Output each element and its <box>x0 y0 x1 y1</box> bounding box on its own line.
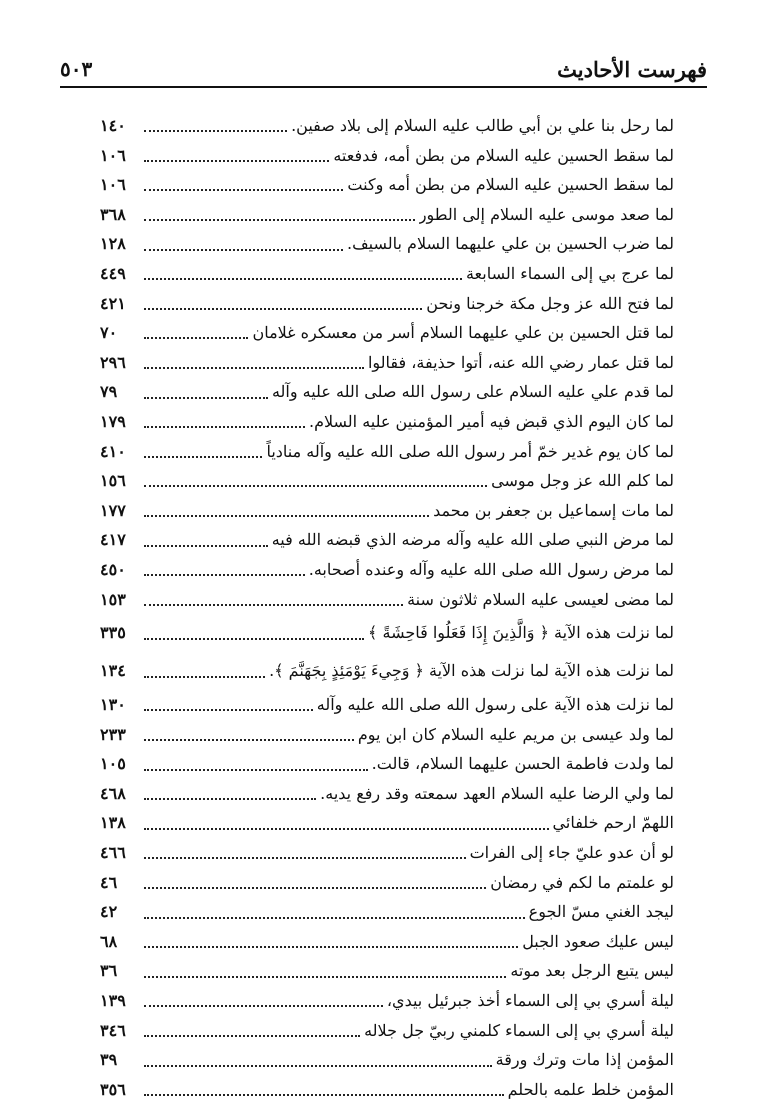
entry-page-number: ١٠٦ <box>100 145 126 165</box>
entry-page-number: ٢٣٣ <box>100 724 126 744</box>
dot-leader <box>144 827 549 830</box>
index-entry <box>100 1045 674 1075</box>
entry-text: المؤمن خلط علمه بالحلم <box>507 1079 674 1099</box>
index-entry <box>100 466 674 496</box>
index-entry <box>100 720 674 750</box>
dot-leader <box>144 886 486 889</box>
dot-leader <box>144 1064 492 1067</box>
entry-text: لما سقط الحسين عليه السلام من بطن أمه، فدفعته <box>333 145 674 165</box>
entry-text: ليجد الغني مسّ الجوع <box>528 902 674 922</box>
dot-leader <box>144 603 403 606</box>
entry-page-number: ٤١٠ <box>100 441 126 461</box>
dot-leader <box>144 129 287 132</box>
index-entry <box>100 555 674 585</box>
index-entry <box>100 170 674 200</box>
entry-text: لما مات إسماعيل بن جعفر بن محمد <box>433 500 674 520</box>
index-entry <box>100 229 674 259</box>
entry-text: لو علمتم ما لكم في رمضان <box>490 872 674 892</box>
entry-page-number: ١٥٣ <box>100 589 126 609</box>
entry-text: لما كلم الله عز وجل موسى <box>491 471 674 491</box>
entry-text: لما قدم علي عليه السلام على رسول الله صلى الله عليه وآله <box>271 382 674 402</box>
entry-text: لما قتل عمار رضي الله عنه، أتوا حذيفة، فقالوا <box>367 352 674 372</box>
entry-text: لما رحل بنا علي بن أبي طالب عليه السلام إلى بلاد صفين. <box>291 116 674 135</box>
entry-page-number: ١٣٩ <box>100 991 126 1011</box>
dot-leader <box>144 916 525 919</box>
index-entry <box>100 407 674 437</box>
entry-page-number: ٤٦ <box>100 872 118 892</box>
index-entry <box>100 496 674 526</box>
dot-leader <box>144 396 268 399</box>
entry-text: لما مرض رسول الله صلى الله عليه وآله وعنده أصحابه. <box>308 559 674 579</box>
index-entry <box>100 289 674 319</box>
page-title: فهرست الأحاديث <box>557 56 707 82</box>
index-entry <box>100 1016 674 1046</box>
entry-text: ليس عليك صعود الجبل <box>522 931 674 951</box>
entry-page-number: ١٥٦ <box>100 471 126 491</box>
entry-text: ليس يتبع الرجل بعد موته <box>510 961 674 981</box>
index-entry <box>100 200 674 230</box>
entry-page-number: ١٠٦ <box>100 175 126 195</box>
dot-leader <box>144 573 305 576</box>
entry-page-number: ٣٤٦ <box>100 1020 126 1040</box>
index-entry <box>100 868 674 898</box>
page-number: ٥٠٣ <box>60 57 93 81</box>
entry-page-number: ٢٩٦ <box>100 352 126 372</box>
index-entry <box>100 585 674 615</box>
entry-text: لما نزلت هذه الآية ﴿ وَالَّذِينَ إِذَا فَعَلُوا فَاحِشَةً ﴾ <box>368 623 674 643</box>
entry-text: لما قتل الحسين بن علي عليهما السلام أسر من معسكره غلامان <box>252 323 674 343</box>
dot-leader <box>144 248 343 251</box>
index-entry <box>100 437 674 467</box>
dot-leader <box>144 336 248 339</box>
entry-text: لما عرج بي إلى السماء السابعة <box>465 263 674 283</box>
entry-text: لما ولدت فاطمة الحسن عليهما السلام، قالت. <box>371 754 674 774</box>
entry-page-number: ٣٣٥ <box>100 623 126 643</box>
entry-page-number: ٣٥٦ <box>100 1079 126 1099</box>
dot-leader <box>144 1093 504 1096</box>
entry-page-number: ١٣٨ <box>100 813 126 833</box>
index-entry <box>100 956 674 986</box>
entry-text: ليلة أسري بي إلى السماء كلمني ربيّ جل جلاله <box>364 1020 674 1040</box>
dot-leader <box>144 159 329 162</box>
index-entry <box>100 927 674 957</box>
entry-text: لما كان يوم غدير خمّ أمر رسول الله صلى الله عليه وآله منادياً <box>266 441 674 461</box>
dot-leader <box>144 455 262 458</box>
entry-page-number: ١٤٠ <box>100 116 126 135</box>
entry-page-number: ٤٦٨ <box>100 783 126 803</box>
entry-page-number: ٤٦٦ <box>100 843 126 863</box>
dot-leader <box>144 768 368 771</box>
entry-text: اللهمّ ارحم خلفائي <box>552 813 674 833</box>
entry-page-number: ١٣٤ <box>100 661 126 681</box>
dot-leader <box>144 188 343 191</box>
entry-text: لما ضرب الحسين بن علي عليهما السلام بالسيف. <box>347 234 674 254</box>
entry-page-number: ٤١٧ <box>100 530 126 550</box>
entry-page-number: ٤٢ <box>100 902 118 922</box>
entry-page-number: ٦٨ <box>100 931 118 951</box>
entry-page-number: ٤٤٩ <box>100 263 126 283</box>
dot-leader <box>144 544 268 547</box>
dot-leader <box>144 738 354 741</box>
entry-page-number: ٧٩ <box>100 382 118 402</box>
entry-text: ليلة أسري بي إلى السماء أخذ جبرئيل بيدي، <box>386 991 674 1011</box>
dot-leader <box>144 797 316 800</box>
entry-page-number: ١٠٥ <box>100 754 126 774</box>
dot-leader <box>144 1004 383 1007</box>
entry-page-number: ٣٩ <box>100 1050 118 1070</box>
entry-page-number: ١٧٧ <box>100 500 126 520</box>
dot-leader <box>144 975 506 978</box>
index-entry <box>100 986 674 1016</box>
entry-text: لما مضى لعيسى عليه السلام ثلاثون سنة <box>407 589 674 609</box>
dot-leader <box>144 218 415 221</box>
entry-text: لو أن عدو عليّ جاء إلى الفرات <box>469 843 674 863</box>
entry-page-number: ١٣٠ <box>100 695 126 715</box>
index-entry <box>100 614 674 652</box>
entry-text: لما سقط الحسين عليه السلام من بطن أمه وكنت <box>347 175 674 195</box>
dot-leader <box>144 307 422 310</box>
index-entry <box>100 141 674 171</box>
index-entry <box>100 690 674 720</box>
entry-page-number: ٧٠ <box>100 323 118 343</box>
entry-text: لما ولد عيسى بن مريم عليه السلام كان ابن يوم <box>357 724 674 744</box>
index-entry <box>100 111 674 141</box>
dot-leader <box>144 637 364 640</box>
entry-text: لما نزلت هذه الآية لما نزلت هذه الآية ﴿ وَجِيءَ يَوْمَئِذٍ بِجَهَنَّمَ ﴾. <box>269 661 674 681</box>
index-entry <box>100 318 674 348</box>
hadith-index-list <box>100 111 674 1104</box>
index-entry <box>100 377 674 407</box>
entry-text: لما نزلت هذه الآية على رسول الله صلى الله عليه وآله <box>316 695 674 715</box>
index-entry <box>100 525 674 555</box>
dot-leader <box>144 484 487 487</box>
entry-page-number: ٣٦٨ <box>100 204 126 224</box>
dot-leader <box>144 366 364 369</box>
entry-text: لما ولي الرضا عليه السلام العهد سمعته وقد رفع يديه. <box>320 783 674 803</box>
entry-page-number: ١٧٩ <box>100 411 126 431</box>
entry-text: لما مرض النبي صلى الله عليه وآله مرضه الذي قبضه الله فيه <box>271 530 674 550</box>
entry-text: المؤمن إذا مات وترك ورقة <box>495 1050 674 1070</box>
index-entry <box>100 348 674 378</box>
index-entry <box>100 652 674 690</box>
index-entry <box>100 779 674 809</box>
entry-page-number: ١٢٨ <box>100 234 126 254</box>
entry-text: لما صعد موسى عليه السلام إلى الطور <box>418 204 674 224</box>
entry-page-number: ٤٢١ <box>100 293 126 313</box>
entry-text: لما فتح الله عز وجل مكة خرجنا ونحن <box>426 293 674 313</box>
dot-leader <box>144 856 466 859</box>
index-entry <box>100 808 674 838</box>
dot-leader <box>144 945 518 948</box>
index-entry <box>100 838 674 868</box>
index-entry <box>100 259 674 289</box>
entry-page-number: ٤٥٠ <box>100 559 126 579</box>
index-entry <box>100 1075 674 1105</box>
entry-text: لما كان اليوم الذي قبض فيه أمير المؤمنين عليه السلام. <box>308 411 674 431</box>
dot-leader <box>144 675 265 678</box>
page-header <box>60 52 707 88</box>
dot-leader <box>144 1034 360 1037</box>
index-entry <box>100 897 674 927</box>
dot-leader <box>144 425 305 428</box>
index-entry <box>100 749 674 779</box>
dot-leader <box>144 514 429 517</box>
dot-leader <box>144 277 462 280</box>
dot-leader <box>144 708 313 711</box>
entry-page-number: ٣٦ <box>100 961 118 981</box>
